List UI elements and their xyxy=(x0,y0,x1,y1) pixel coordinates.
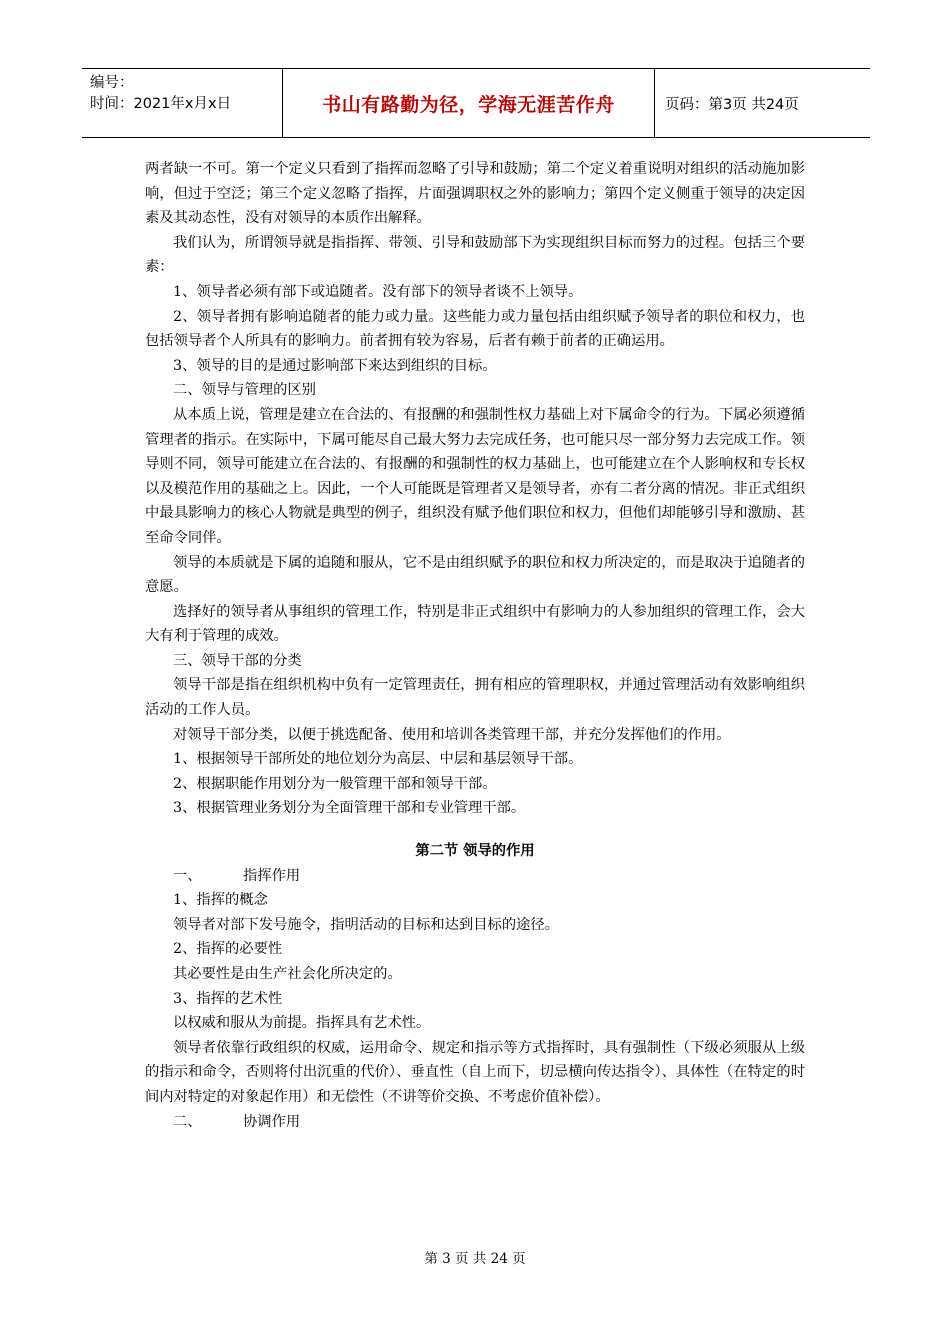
body-paragraph: 领导的本质就是下属的追随和服从，它不是由组织赋予的职位和权力所决定的，而是取决于追随者的意愿。 xyxy=(145,554,805,596)
page-header xyxy=(82,68,870,138)
document-date-label: 时间：2021年x月x日 xyxy=(90,96,232,112)
section-heading-item xyxy=(145,1110,805,1135)
paragraph-list xyxy=(145,157,805,821)
body-paragraph: 三、领导干部的分类 xyxy=(173,652,302,669)
header-motto: 书山有路勤为径，学海无涯苦作舟 xyxy=(282,69,655,137)
section-paragraph: 其必要性是由生产社会化所决定的。 xyxy=(173,966,402,982)
body-paragraph: 两者缺一不可。第一个定义只看到了指挥而忽略了引导和鼓励；第二个定义着重说明对组织的活动施加影响，但过于空泛；第三个定义忽略了指挥，片面强调职权之外的影响力；第四个定义侧重于领导的决定因素及其动态性，没有对领导的本质作出解释。 xyxy=(145,161,805,227)
header-meta xyxy=(82,69,282,137)
section-paragraph: 领导者依靠行政组织的权威，运用命令、规定和指示等方式指挥时，具有强制性（下级必须服从上级的指示和命令，否则将付出沉重的代价）、垂直性（自上而下，切忌横向传达指令）、具体性（在特定的时间内对特定的对象起作用）和无偿性（不讲等价交换、不考虑价值补偿）。 xyxy=(145,1039,805,1105)
body-paragraph: 从本质上说，管理是建立在合法的、有报酬的和强制性权力基础上对下属命令的行为。下属必须遵循管理者的指示。在实际中，下属可能尽自己最大努力去完成任务，也可能只尽一部分努力去完成工作。领导则不同，领导可能建立在合法的、有报酬的和强制性的权力基础上，也可能建立在个人影响权和专长权以及模范作用的基础之上。因此，一个人可能既是管理者又是领导者，亦有二者分离的情况。非正式组织中最具影响力的核心人物就是典型的例子，组织没有赋予他们职位和权力，但他们却能够引导和激励、甚至命令同伴。 xyxy=(145,406,805,546)
body-paragraph: 3、领导的目的是通过影响部下来达到组织的目标。 xyxy=(173,357,497,374)
body-paragraph: 二、领导与管理的区别 xyxy=(173,382,316,399)
document-number-label: 编号： xyxy=(90,75,134,91)
document-body xyxy=(145,157,805,1134)
section-paragraph: 领导者对部下发号施令，指明活动的目标和达到目标的途径。 xyxy=(173,916,560,933)
body-paragraph: 2、领导者拥有影响追随者的能力或力量。这些能力或力量包括由组织赋予领导者的职位和权力，也包括领导者个人所具有的影响力。前者拥有较为容易，后者有赖于前者的正确运用。 xyxy=(145,308,805,350)
body-paragraph: 3、根据管理业务划分为全面管理干部和专业管理干部。 xyxy=(173,800,526,817)
body-paragraph: 我们认为，所谓领导就是指指挥、带领、引导和鼓励部下为实现组织目标而努力的过程。包括三个要素： xyxy=(145,234,805,276)
header-page-info: 页码：第3页 共24页 xyxy=(665,96,799,113)
section-paragraph: 2、指挥的必要性 xyxy=(173,941,283,958)
section-heading-item xyxy=(145,864,805,889)
section-title: 第二节 领导的作用 xyxy=(415,843,535,860)
section-paragraph: 以权威和服从为前提。指挥具有艺术性。 xyxy=(173,1015,431,1032)
section-content xyxy=(145,864,805,1135)
section-heading-text: 指挥作用 xyxy=(243,867,301,884)
section-heading-text: 协调作用 xyxy=(243,1113,301,1130)
body-paragraph: 1、根据领导干部所处的地位划分为高层、中层和基层领导干部。 xyxy=(173,751,583,768)
body-paragraph: 对领导干部分类，以便于挑选配备、使用和培训各类管理干部，并充分发挥他们的作用。 xyxy=(173,726,731,743)
section-paragraph: 1、指挥的概念 xyxy=(173,892,268,909)
section-paragraph: 3、指挥的艺术性 xyxy=(173,990,283,1007)
body-paragraph: 1、领导者必须有部下或追随者。没有部下的领导者谈不上领导。 xyxy=(173,283,583,300)
section-heading-number: 二、 xyxy=(173,1113,202,1130)
section-heading-number: 一、 xyxy=(173,867,202,884)
body-paragraph: 2、根据职能作用划分为一般管理干部和领导干部。 xyxy=(173,775,497,792)
body-paragraph: 领导干部是指在组织机构中负有一定管理责任，拥有相应的管理职权，并通过管理活动有效影响组织活动的工作人员。 xyxy=(145,677,805,719)
page-footer: 第 3 页 共 24 页 xyxy=(424,1251,526,1267)
body-paragraph: 选择好的领导者从事组织的管理工作，特别是非正式组织中有影响力的人参加组织的管理工作，会大大有利于管理的成效。 xyxy=(145,603,805,645)
